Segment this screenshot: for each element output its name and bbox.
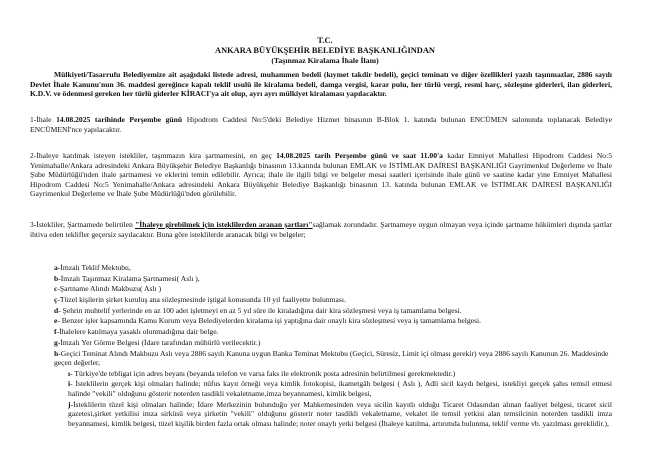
item-text: İhalelere katılmaya yasaklı olunmadığına dair belge. [59, 327, 219, 337]
item-key: g [54, 337, 58, 347]
item-text: Şartname Alındı Makbuzu( Aslı ) [59, 284, 162, 294]
paragraph-2-pre: 2-İhaleye katılmak isteyen istekliler, taşınmazın kira şartnamesini, en geç [30, 151, 277, 160]
paragraph-3-pre: 3-İstekliler, Şartnamede belirtilen [30, 220, 136, 229]
paragraph-2-date: 14.08.2025 tarih Perşembe günü ve saat 11.00'a [276, 151, 443, 160]
item-text: Tüzel kişilerin şirket kuruluş ana sözleşmesinde iştigal konusunda 10 yıl faaliyette bulunması. [59, 295, 346, 305]
list-item: c-Şartname Alındı Makbuzu( Aslı ) [54, 284, 162, 294]
subitem-text: İsteklilerin tüzel kişi olmaları halinde; İdare Merkezinin bulunduğu yer Mahkemesinden veya sicilin kayıtlı olduğu Ticaret Odasından alınan faaliyet belgesi, ticaret sicil gazetesi,şirket yetkilisi imza sirküsü veya şirketin "vekili" olduğunu gösterir noter tasdikli vekaletname, vekalet ile temsil yetkisi alan temsilcinin noterden tasdikli imza beyannamesi, kimlik belgesi, tüzel kişilik birden fazla ortak olması halinde; noter onaylı yetki belgesi (İhaleye katılma, artırımda bulunma, teklif verme vb. yazılması gereklidir.), [68, 399, 612, 428]
header-authority: ANKARA BÜYÜKŞEHİR BELEDİYE BAŞKANLIĞINDAN [215, 46, 435, 55]
list-item: b-İmzalı Taşınmaz Kiralama Şartnamesi( Aslı ), [54, 273, 200, 283]
paragraph-1-pre: 1-İhale [30, 115, 57, 124]
subitem-text: İsteklilerin gerçek kişi olmaları halinde; nüfus kayıt örneği veya kimlik fotokopisi, ikametgâh belgesi ( Aslı ), Adli sicil kaydı belgesi, istekliyi gerçek şahıs temsil etmesi halinde "vekili" olduğunu gösterir noterden tasdikli vekaletname,imza beyannamesi, kimlik belgesi, [68, 379, 612, 398]
subitem-key: ı [68, 368, 71, 378]
intro-paragraph: Mülkiyeti/Tasarrufu Belediyemize ait aşağıdaki listede adresi, muhammen bedeli (kıymet takdir bedeli), geçici teminatı ve diğer özellikleri yazılı taşınmazlar, 2886 sayılı Devlet İhale Kanunu'nun 36. maddesi gereğince kapalı teklif usulü ile kiralama bedeli, damga vergisi, karar pulu, her türlü vergi, resmi harç, sözleşme giderleri, ilan giderleri, K.D.V. ve ödenmesi gereken her türlü giderler KİRACI'ya ait olup, ayrı ayrı mülkiyet kiralaması yapılacaktır. [30, 70, 612, 98]
item-text: Geçici Teminat Alındı Makbuzu Aslı veya 2886 sayılı Kanuna uygun Banka Teminat Mektubu (Geçici, Süresiz, Limit içi olması gerekir) veya 2886 sayılı Kanunun 26. Maddesinde geçen değerler, [54, 348, 609, 367]
paragraph-3-post: sağlamak zorundadır. Şartnameye uygun olmayan veya içinde şartname hükümleri dışında şartlar ihtiva eden teklifler geçersiz sayılacaktır. Buna göre isteklilerde aranacak bilgi ve belgeler; [30, 220, 612, 239]
required-documents-list [30, 263, 612, 429]
paragraph-1 [30, 115, 612, 134]
subitem-key: i [68, 379, 71, 389]
paragraph-3 [30, 220, 612, 239]
list-subitem: j-İsteklilerin tüzel kişi olmaları halinde; İdare Merkezinin bulunduğu yer Mahkemesinden veya sicilin kayıtlı olduğu Ticaret Odasından alınan faaliyet belgesi, ticaret sicil gazetesi,şirket yetkilisi imza sirküsü veya şirketin "vekili" olduğunu gösterir noter tasdikli vekaletname, vekalet ile temsil yetkisi alan temsilcinin noterden tasdikli imza beyannamesi, kimlik belgesi, tüzel kişilik birden fazla ortak olması halinde; noter onaylı yetki belgesi (İhaleye katılma, artırımda bulunma, teklif verme vb. yazılması gereklidir.), [68, 399, 612, 428]
item-text: İmzalı Yer Görme Belgesi (İdare tarafından mühürlü verilecektir.) [60, 337, 261, 347]
list-item: ç-Tüzel kişilerin şirket kuruluş ana sözleşmesinde iştigal konusunda 10 yıl faaliyette bulunması. [54, 295, 346, 305]
subitem-key: j [68, 399, 71, 409]
paragraph-2-post: kadar Emniyet Mahallesi Hipodrom Caddesi No:5 Yenimahalle/Ankara adresindeki Ankara Büyükşehir Belediye Başkanlığı binasının 13.katında bulunan EMLAK ve İSTİMLAK DAİRESİ BAŞKANLIĞI Gayrimenkul Değerleme ve İhale Şube Müdürlüğü'nden ihale şartnamesi ve eklerini temin edilebilir. Ayrıca; ihale ile ilgili bilgi ve belgeler mesai saatleri içerisinde ihale günü ve saatine kadar yine Emniyet Mahallesi Hipodrom Caddesi No:5 Yenimahalle/Ankara adresindeki Ankara Büyükşehir Belediye Başkanlığı binasının 13. katında bulunan EMLAK ve İSTİMLAK DAİRESİ BAŞKANLIĞI Gayrimenkul Değerleme ve İhale Şube Müdürlüğü'nden görülebilir. [30, 151, 613, 198]
item-text: İmzalı Taşınmaz Kiralama Şartnamesi( Aslı ), [60, 273, 200, 283]
item-text: Şehrin muhtelif yerlerinde en az 100 adet işletmeyi en az 5 yıl süre ile kiraladığına dair kira sözleşmesi veya iş tamamlama belgesi. [60, 305, 462, 315]
list-subitem: ı- Türkiye'de tebligat için adres beyanı (beyanda telefon ve varsa faks ile elektronik posta adresinin belirtilmesi gerekmektedir.) [68, 368, 456, 378]
list-item: e- Benzer işler kapsamında Kamu Kurum veya Belediyelerden kiralama işi yaptığına dair onaylı kira sözleşmesi veya iş tamamlama belgesi. [54, 316, 482, 326]
subitem-text: Türkiye'de tebligat için adres beyanı (beyanda telefon ve varsa faks ile elektronik posta adresinin belirtilmesi gerekmektedir.) [72, 368, 456, 378]
item-key: c [54, 284, 58, 294]
item-key: h [54, 348, 59, 358]
item-key: b [54, 273, 59, 283]
item-key: d [54, 305, 59, 315]
list-item: h-Geçici Teminat Alındı Makbuzu Aslı veya 2886 sayılı Kanuna uygun Banka Teminat Mektubu (Geçici, Süresiz, Limit içi olması gerekir) veya 2886 sayılı Kanunun 26. Maddesinde geçen değerler, [54, 348, 609, 367]
header-notice-title: (Taşınmaz Kiralama İhale İlanı) [271, 56, 379, 65]
list-item: a-İmzalı Teklif Mektubu, [54, 263, 131, 272]
paragraph-1-post: Hipodrom Caddesi No:5'deki Belediye Hizmet binasının B-Blok 1. katında bulunan ENCÜMEN salonunda toplanacak Belediye ENCÜMENİ'nce yapılacaktır. [30, 115, 612, 134]
list-item: f-İhalelere katılmaya yasaklı olunmadığına dair belge. [54, 327, 219, 337]
item-text: Benzer işler kapsamında Kamu Kurum veya Belediyelerden kiralama işi yaptığına dair onaylı kira sözleşmesi veya iş tamamlama belgesi. [59, 316, 482, 326]
paragraph-3-conditions: "İhaleye girebilmek için isteklilerden aranan şartları" [135, 220, 313, 229]
item-key: ç [54, 295, 58, 305]
item-key: f [54, 327, 57, 337]
item-key: a [54, 263, 58, 272]
list-item: g-İmzalı Yer Görme Belgesi (İdare tarafından mühürlü verilecektir.) [54, 337, 261, 347]
header-tc: T.C. [317, 36, 333, 45]
list-subitem: i- İsteklilerin gerçek kişi olmaları halinde; nüfus kayıt örneği veya kimlik fotokopisi, ikametgâh belgesi ( Aslı ), Adli sicil kaydı belgesi, istekliyi gerçek şahıs temsil etmesi halinde "vekili" olduğunu gösterir noterden tasdikli vekaletname,imza beyannamesi, kimlik belgesi, [68, 379, 612, 398]
paragraph-2 [30, 151, 612, 199]
item-key: e [54, 316, 58, 326]
list-item: d- Şehrin muhtelif yerlerinde en az 100 adet işletmeyi en az 5 yıl süre ile kiraladığına dair kira sözleşmesi veya iş tamamlama belgesi. [54, 305, 462, 315]
paragraph-1-date: 14.08.2025 tarihinde Perşembe günü [56, 115, 183, 124]
item-text: İmzalı Teklif Mektubu, [60, 263, 131, 272]
